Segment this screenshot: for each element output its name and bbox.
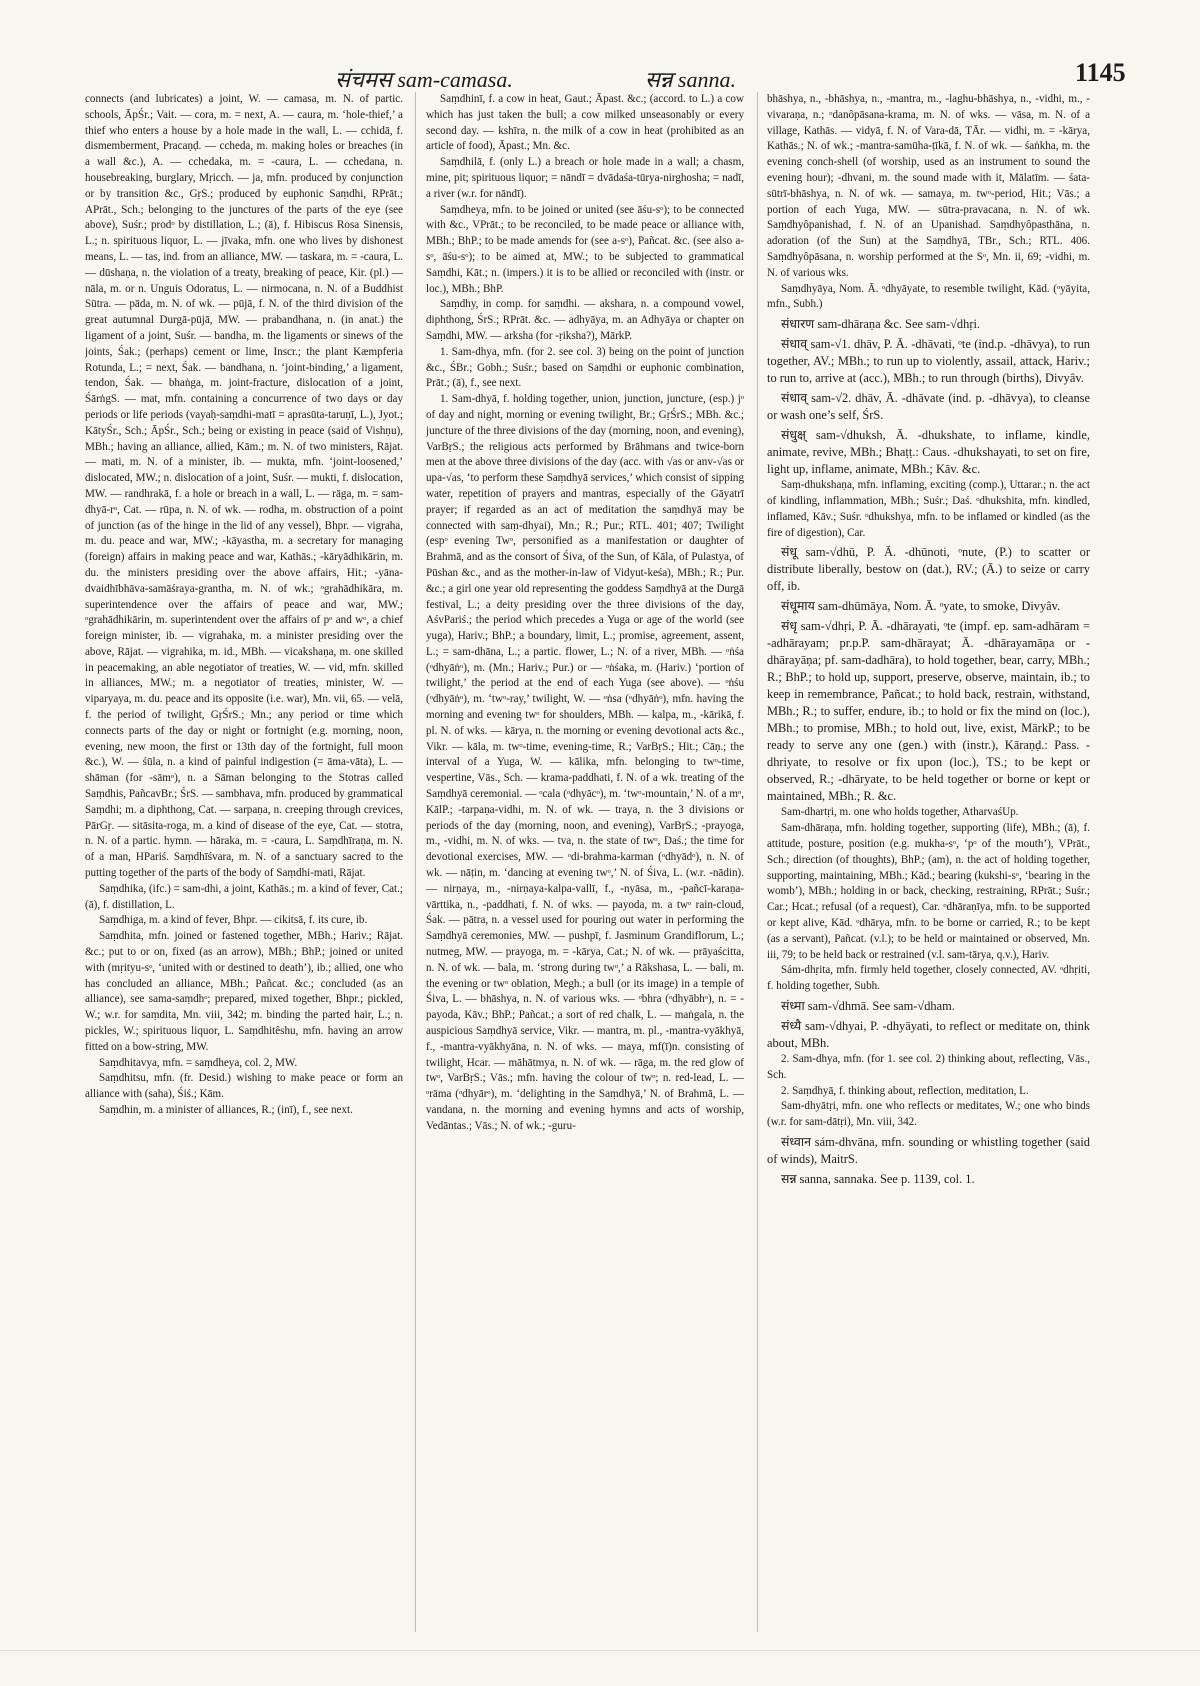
entry-paragraph: Saṃdhyāya, Nom. Ā. ᵒdhyāyate, to resemble twilight, Kād. (ᵒyāyita, mfn., Subh.) [767, 282, 1090, 311]
column-2 [426, 92, 744, 1632]
entry-paragraph: Saṃdhiga, m. a kind of fever, Bhpr. — cikitsā, f. its cure, ib. [99, 914, 368, 927]
entry-paragraph: Saṃdhika, (ifc.) = sam-dhi, a joint, Kathās.; m. a kind of fever, Cat.; (ā), f. distillation, L. [85, 882, 403, 911]
entry-paragraph: 1. Sam-dhya, mfn. (for 2. see col. 3) being on the point of junction &c., ŚBr.; Gobh.; Suśr.; based on Saṃdhi or euphonic combination, Prāt.; (ā), f., see next. [426, 345, 744, 390]
entry-paragraph: Sam-dhyātṛi, mfn. one who reflects or meditates, W.; one who binds (w.r. for sam-dātṛi), Mn. viii, 342. [767, 1100, 1090, 1129]
entry-paragraph: Saṃdhin, m. a minister of alliances, R.; (inī), f., see next. [99, 1104, 353, 1116]
entry-paragraph: 1. Sam-dhyā, f. holding together, union, junction, juncture, (esp.) jᵒ of day and night, morning or evening twilight, Br.; GṛŚrS.; MBh. &c.; juncture of the three divisions of the day (morning, noon, and evening), VarBṛS.; the religious acts performed by Brāhmans and twice-born men at the above three divisions of the day (acc. with √as or anv-√as or upa-√as, ‘to perform these Saṃdhyā services,’ which consist of sipping water, repetition of prayers and mantras, especially of the Gāyatrī prayer; if regarded as an act of meditation the saṃdhyā may be connected with saṃ-dhyai), Mn.; R.; Pur.; RTL. 401; 407; Twilight (espᵒ evening Twᵒ, personified as a manifestation or daughter of Brahmā, and as the consort of Śiva, of the Sun, of Kāla, of Pulastya, of Pūshan &c., and as the mother-in-law of Vidyut-keśa), MBh.; R.; Pur. &c.; a girl one year old representing the goddess Saṃdhyā at the Durgā festival, L.; a deity presiding over the three divisions of the day, AśvPariś.; the period which precedes a Yuga or age of the world (see yuga), Hariv.; BhP.; a boundary, limit, L.; promise, agreement, assent, L.; = sam-dhāna, L.; a partic. flower, L.; N. of a river, MBh. — ᵒṅśa (ᵒdhyāṅᵒ), m. (Mn.; Hariv.; Pur.) or — ᵒṅśaka, m. (Hariv.) ‘portion of twilight,’ the period at the end of each Yuga (see above). — ᵒṅśu (ᵒdhyāṅᵒ), m. ‘twᵒ-ray,’ twilight, W. — ᵒṅsa (ᵒdhyāṅᵒ), mfn. having the morning and evening twᵒ for shoulders, MBh. — kalpa, m., -kārikā, f. pl. N. of wks. — kārya, n. the morning or evening devotional acts &c., Vikr. — kāla, m. twᵒ-time, evening-time, R.; VarBṛS.; Hit.; Cāṇ.; the interval of a Yuga, W. — kālika, mfn. belonging to twᵒ-time, vespertine, Vās., Sch. — krama-paddhati, f. N. of a wk. treating of the Saṃdhyā ceremonial. — ᵒcala (ᵒdhyācᵒ), m. ‘twᵒ-mountain,’ N. of a mᵒ, KālP.; -tarpaṇa-vidhi, m. N. of wk. — traya, n. the 3 divisions or periods of the day (morning, noon, and evening), VarBṛS.; -prayoga, m., -vidhi, m. N. of wks. — tva, n. the state of twᵒ, Daś.; the time for devotional exercises, MW. — ᵒdi-brahma-karman (ᵒdhyādᵒ), n. N. of wk. — nāṭin, m. ‘dancing at evening twᵒ,’ N. of Śiva, L. (w.r. -nādin). — nirṇaya, m., -nirṇaya-kalpa-vallī, f., -nyāsa, m., -pañcī-karaṇa-vārttika, n., -paddhati, f. N. of wks. — payoda, m. a twᵒ rain-cloud, Śak. — pātra, n. a vessel used for pouring out water in performing the Saṃdhyā ceremonies, MW. — pushpī, f. Jasminum Grandiflorum, L.; nutmeg, MW. — prayoga, m. = -kārya, Cat.; N. of wk. — prāyaścitta, n. N. of wk. — bala, m. ‘strong during twᵒ,’ a Rākshasa, L. — bali, m. the evening or twᵒ oblation, Megh.; a bull (or its image) in a temple of Śiva, L. — bhāshya, n. N. of various wks. — ᵒbhra (ᵒdhyābhᵒ), n. = -payoda, Kāv.; BhP.; Pañcat.; a sort of red chalk, L. — maṅgala, n. the auspicious Saṃdhyā service, Vikr. — mantra, m. pl., -mantra-vyākhyā, f., -mantra-vyākhyāna, n. N. of wks. — maya, mf(ī)n. consisting of twilight, Hcar. — māhātmya, n. N. of wk. — rāga, m. the red glow of twᵒ, VarBṛS.; Vās.; mfn. having the colour of twᵒ; n. red-lead, L. — ᵒrāma (ᵒdhyārᵒ), m. ‘delighting in the Saṃdhyā,’ N. of Brahmā, L. — vandana, n. the morning and evening hymns and acts of worship, Vedāntas.; Vās.; N. of wk.; -guru- [426, 393, 744, 1132]
entry-paragraph: Saṃdhy, in comp. for saṃdhi. — akshara, n. a compound vowel, diphthong, ŚrS.; RPrāt. &c. — adhyāya, m. an Adhyāya or chapter on Saṃdhi, MW. — arksha (for -ṛiksha?), MārkP. [426, 298, 744, 342]
entry-paragraph: Saṃdhitsu, mfn. (fr. Desid.) wishing to make peace or form an alliance with (saha), Śiś.; Kām. [85, 1072, 403, 1101]
entry-paragraph: Saṃdhilā, f. (only L.) a breach or hole made in a wall; a chasm, mine, pit; spirituous liquor; = nāndī = dvādaśa-tūrya-nirghosha; = nadī, a river (w.r. for nāndī). [426, 156, 744, 200]
entry-paragraph: Sam-dhartṛi, m. one who holds together, AtharvaśUp. [781, 806, 1019, 819]
headword-entry: संध्वान sám-dhvāna, mfn. sounding or whistling together (said of winds), MaitrS. [767, 1134, 1090, 1166]
scan-edge [0, 1650, 1200, 1651]
headword-entry: संधुक्ष् sam-√dhuksh, Ā. -dhukshate, to inflame, kindle, animate, revive, MBh.; Bhaṭṭ.: Caus. -dhukshayati, to set on fire, light up, inflame, animate, MBh.; Kāv. &c. [767, 428, 1090, 477]
entry-paragraph: Saṃdhitavya, mfn. = saṃdheya, col. 2, MW. [99, 1056, 298, 1069]
entry-paragraph: 2. Saṃdhyā, f. thinking about, reflection, meditation, L. [781, 1084, 1029, 1097]
headword-entry: संधाव् sam-√2. dhāv, Ā. -dhāvate (ind. p. -dhāvya), to cleanse or wash one’s self, ŚrS. [767, 391, 1090, 423]
entry-paragraph: Saṃdhinī, f. a cow in heat, Gaut.; Āpast. &c.; (accord. to L.) a cow which has just taken the bull; a cow milked unseasonably or every second day. — kshīra, n. the milk of a cow in heat (prohibited as an article of food), Āpast.; Mn. &c. [426, 93, 744, 153]
headword-entry: सन्न sanna, sannaka. See p. 1139, col. 1. [781, 1171, 975, 1186]
headword-entry: संधूमाय sam-dhūmāya, Nom. Ā. ᵒyate, to smoke, Divyâv. [781, 599, 1061, 614]
page-number: 1145 [1075, 58, 1126, 87]
entry-paragraph: Sám-dhṛita, mfn. firmly held together, closely connected, AV. ᵒdhṛiti, f. holding together, Subh. [767, 964, 1090, 993]
entry-paragraph: 2. Sam-dhya, mfn. (for 1. see col. 2) thinking about, reflecting, Vās., Sch. [767, 1052, 1090, 1081]
entry-paragraph: bhāshya, n., -bhāshya, n., -mantra, m., -laghu-bhāshya, n., -vidhi, m., -vivaraṇa, n.; ᵒdanôpāsana-krama, m. N. of wks. — vāsa, m. N. of a village, Kathās. — vidyā, f. N. of Vara-dā, TĀr. — vidhi, m. = -kārya, Kathās.; N. of wk.; -mantra-samūha-ṭīkā, f. N. of wk. — śaṅkha, m. the evening conch-shell (of worship, used as an instrument to sound the evening hour); -dhvani, m. the sound made with it, Mālatīm. — śata-sūtrī-bhāshya, n. N. of wk. — samaya, m. twᵒ-period, Hit.; Vās.; a portion of each Yuga, MW. — sūtra-pravacana, n. N. of wk. Saṃdhyôpanishad, f. N. of an Upanishad. Saṃdhyôpasthāna, n. adoration (of the Sun) at the Saṃdhyā, TBr., Sch.; RTL. 406. Saṃdhyôpāsana, n. worship performed at the Sᵒ, Mn. ii, 69; -vidhi, m. N. of various wks. [767, 93, 1090, 279]
entry-paragraph: Saṃ-dhukshaṇa, mfn. inflaming, exciting (comp.), Uttarar.; n. the act of kindling, inflammation, MBh.; Suśr.; Daś. ᵒdhukshita, mfn. kindled, inflamed, Kāv.; Suśr. ᵒdhukshya, mfn. to be inflamed or kindled (as the fire of digestion), Car. [767, 479, 1090, 539]
header-right-guideword: सन्न sanna. [645, 67, 736, 92]
entry-paragraph: Sam-dhāraṇa, mfn. holding together, supporting (life), MBh.; (ā), f. attitude, posture, position (e.g. mukha-sᵒ, ‘pᵒ of the mouth’), VPrāt., Sch.; direction (of thoughts), BhP.; (am), n. the act of holding together, supporting, maintaining, MBh.; Kād.; bearing (kukshi-sᵒ, ‘bearing in the womb’), MBh.; holding in or back, checking, restraining, RPrāt.; Suśr.; Car.; Hcat.; refusal (of a request), Car. ᵒdhāraṇīya, mfn. to be supported or kept alive, Kād. ᵒdhārya, mfn. to be borne or carried, R.; to be kept (as a servant), Pañcat. (v.l.); to be held or maintained or observed, Mn. iii, 79; to be held back or restrained (v.l. sam-tārya, q.v.), Hariv. [767, 822, 1090, 961]
header-left-guideword: संचमस sam-camasa. [335, 67, 513, 92]
headword-entry: संध्यै sam-√dhyai, P. -dhyāyati, to reflect or meditate on, think about, MBh. [767, 1018, 1090, 1050]
entry-paragraph: Saṃdhita, mfn. joined or fastened together, MBh.; Hariv.; Rājat. &c.; put to or on, fixed (as an arrow), MBh.; BhP.; joined or united with (mṛityu-sᵒ, ‘united with or destined to death’), ib.; allied, one who has concluded an alliance, MBh.; Pañcat. &c.; concluded (as an alliance), see sama-saṃdhᵒ; prepared, mixed together, Bhpr.; pickled, W.; w.r. for saṃdita, Mn. viii, 342; m. binding the parted hair, L.; n. pickles, W.; spirituous liquor, L. Saṃdhitêshu, mfn. having an arrow fitted on a bow-string, MW. [85, 930, 403, 1053]
column-1 [85, 92, 403, 1632]
entry-paragraph: connects (and lubricates) a joint, W. — camasa, m. N. of partic. schools, ĀpŚr.; Vait. — cora, m. = next, A. — caura, m. ‘hole-thief,’ a thief who enters a house by a hole made in the wall, L. — cchidā, f. dismemberment, Pracaṇḍ. — ccheda, m. making holes or breaches (in a wall &c.), A. — cchedaka, m. = -caura, L. — cchedana, n. housebreaking, burglary, Mṛicch. — ja, mfn. produced by conjunction or by transition &c., GṛS.; produced by euphonic Saṃdhi, RPrāt.; APrāt., Sch.; belonging to the junctures of the parts of the eye (see above), Suśr.; prodᵒ by distillation, L.; (ā), f. Hibiscus Rosa Sinensis, L.; n. spirituous liquor, L. — jīvaka, mfn. one who lives by dishonest means, L. — tas, ind. from an alliance, MW. — taskara, m. = -caura, L. — dūshaṇa, n. the violation of a treaty, breaking of peace, Kir. (pl.) — nāla, m. or n. Unguis Odoratus, L. — nirmocana, n. N. of a Buddhist Sūtra. — pāda, m. N. of wk. — pūjā, f. N. of the third division of the great autumnal Durgā-pūjā, MW. — prabandhana, n. (in anat.) the ligament of a joint, Suśr. — bandha, m. the ligaments or sinews of the joints, Śak.; (perhaps) cement or lime, Inscr.; the plant Kæmpferia Rotunda, L.; = next, Śak. — bandhana, n. ‘joint-binding,’ a ligament, tendon, Śak. — bhaṅga, m. joint-fracture, dislocation of a joint, ŚārṅgS. — mat, mfn. containing a concurrence of two days or day periods or life periods (vayaḥ-saṃdhi-matī = aprasūta-taruṇī, L.), Jyot.; KātyŚr., Sch.; ĀpŚr., Sch.; being or existing in peace (said of Vishṇu), MBh.; having an alliance, allied, Kām.; m. N. of two ministers, Rājat. — mati, m. N. of a minister, ib. — mukta, mfn. ‘joint-loosened,’ dislocated, MW.; n. dislocation of a joint, Suśr. — mukti, f. dislocation, MW. — randhrakā, f. a hole or breach in a wall, L. — rāga, m. = sam-dhyā-rᵒ, Cat. — rūpa, n. N. of wk. — rodha, m. obstruction of a point of junction (as of the hinge in the lid of any vessel), Bhpr. — vigraha, m. du. peace and war, MW.; -kāyastha, m. a secretary for managing (foreign) affairs in making peace and war, Kathās.; -kāryādhikārin, m. du. the ministers presiding over the above affairs, Hit.; -yāna-dvaidhībhāva-samāśraya-grantha, m. N. of wk.; ᵒgrahādhikāra, m. superintendence over the affairs of peace and war, MW.; ᵒgrahādhikārin, m. superintendent over the affairs of pᵒ and wᵒ, a chief foreign minister, ib. — vigrahaka, m. a minister presiding over the above, Rājat. — vigrahika, m. id., MBh. — vicakshaṇa, m. one skilled in peacemaking, an able negotiator of treaties, W. — vid, mfn. skilled in alliances, MW.; m. a negotiator of treaties, minister, W. — viparyaya, m. du. peace and its opposite (i.e. war), Mn. vii, 65. — velā, f. the period of twilight, GṛŚrS.; Mn.; any period or time which connects parts of the day or night or fortnight (e.g. morning, noon, evening, new moon, the first or 13th day of the fortnight, full moon &c.), W. — śūla, n. a kind of painful indigestion (= āma-vāta), L. — shāman (for -sāmᵒ), n. a Sāman belonging to the Stotras called Saṃdhis, PañcavBr.; ŚrS. — sambhava, mfn. produced by grammatical Saṃdhi; m. a diphthong, Cat. — sarpaṇa, n. creeping through crevices, PārGṛ. — sitāsita-roga, m. a kind of disease of the eye, Cat. — stotra, n. N. of a partic. hymn. — hāraka, m. = -caura, L. Saṃdhīraṇa, m. N. of a man, HPariś. Saṃdhīśvara, m. N. of a sanctuary sacred to the putting together of the parts of the body of Saṃdhi-mati, Rājat. [85, 93, 403, 880]
headword-entry: संधृ sam-√dhṛi, P. Ā. -dhārayati, ᵒte (impf. ep. sam-adhāram = -adhārayam; pr.p.P. sam-dhārayat; Ā. -dhārayamāṇa or -dhārayāṇa; pf. sam-dadhāra), to hold together, bear, carry, MBh.; R.; BhP.; to hold up, support, preserve, observe, maintain, ib.; to keep in remembrance, Pañcat.; to hold back, restrain, withstand, MBh.; R.; to suffer, endure, ib.; to hold or fix the mind on (loc.), MBh.; to promise, MBh.; to hold out, live, exist, MārkP.; to be ready to serve any one (gen.) with (instr.), Kāraṇḍ.: Pass. -dhriyate, to resolve or fix upon (loc.), TS.; to be kept or observed, R.; -dhāryate, to be held together or borne or kept or maintained, MBh.; R. &c. [767, 619, 1090, 804]
headword-entry: संधू sam-√dhū, P. Ā. -dhūnoti, ᵒnute, (P.) to scatter or distribute liberally, bestow on (dat.), RV.; (Ā.) to seize or carry off, ib. [767, 545, 1090, 594]
column-divider [757, 92, 758, 1632]
headword-entry: संधारण sam-dhāraṇa &c. See sam-√dhṛi. [781, 317, 980, 332]
headword-entry: संधाव् sam-√1. dhāv, P. Ā. -dhāvati, ᵒte (ind.p. -dhāvya), to run together, AV.; MBh.; to run up to violently, assail, attack, Hariv.; to run to, arrive at (acc.), MBh.; to run through (births), Divyâv. [767, 337, 1090, 386]
entry-paragraph: Saṃdheya, mfn. to be joined or united (see āśu-sᵒ); to be connected with &c., VPrāt.; to be reconciled, to be made peace or alliance with, MBh.; BhP.; to be made amends for (see a-sᵒ), Pañcat. &c. (see also a-sᵒ, āśu-sᵒ); to be aimed at, MW.; to be subjected to grammatical Saṃdhi, Kāt.; n. (impers.) it is to be allied or reconciled with (instr. or loc.), MBh.; BhP. [426, 203, 744, 295]
column-3 [767, 92, 1090, 1632]
column-divider [415, 92, 416, 1632]
headword-entry: संध्मा sam-√dhmā. See sam-√dham. [781, 998, 955, 1013]
